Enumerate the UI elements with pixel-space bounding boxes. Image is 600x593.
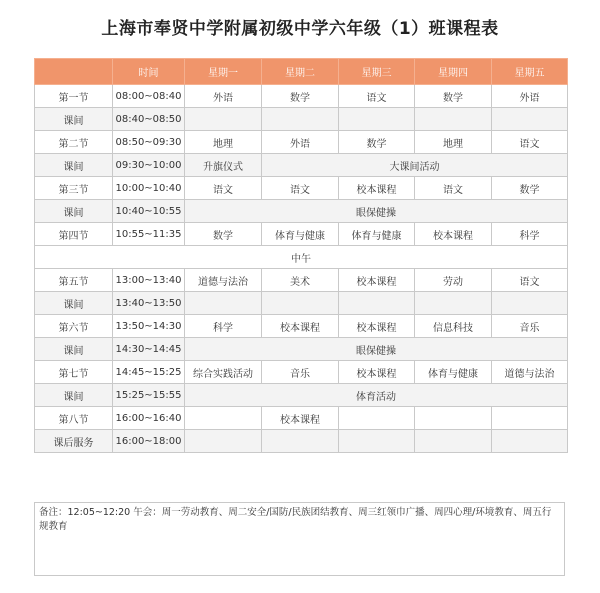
period-time: 13:00~13:40 [113, 269, 185, 292]
fri-cell [492, 430, 568, 453]
tue-cell: 语文 [262, 177, 339, 200]
merged-activity-cell: 眼保健操 [185, 200, 568, 223]
thu-cell: 信息科技 [415, 315, 492, 338]
wed-cell: 校本课程 [339, 315, 415, 338]
mon-cell [185, 108, 262, 131]
wed-cell [339, 108, 415, 131]
period-time: 16:00~18:00 [113, 430, 185, 453]
mon-cell: 地理 [185, 131, 262, 154]
table-row [35, 361, 568, 384]
header-row [35, 59, 568, 85]
thu-cell [415, 292, 492, 315]
period-time: 16:00~16:40 [113, 407, 185, 430]
mon-cell: 综合实践活动 [185, 361, 262, 384]
header-mon: 星期一 [185, 59, 262, 85]
table-row [35, 430, 568, 453]
wed-cell: 数学 [339, 131, 415, 154]
table-row [35, 269, 568, 292]
fri-cell [492, 407, 568, 430]
fri-cell: 外语 [492, 85, 568, 108]
mon-cell: 外语 [185, 85, 262, 108]
table-row [35, 223, 568, 246]
mon-cell: 升旗仪式 [185, 154, 262, 177]
fri-cell [492, 292, 568, 315]
period-time: 14:30~14:45 [113, 338, 185, 361]
table-row [35, 131, 568, 154]
period-time: 13:50~14:30 [113, 315, 185, 338]
wed-cell [339, 430, 415, 453]
wed-cell: 校本课程 [339, 177, 415, 200]
tue-cell: 美术 [262, 269, 339, 292]
table-row [35, 85, 568, 108]
lunch-cell: 中午 [35, 246, 568, 269]
table-row [35, 177, 568, 200]
schedule-table [34, 58, 568, 453]
wed-cell: 校本课程 [339, 361, 415, 384]
table-row [35, 315, 568, 338]
period-time: 13:40~13:50 [113, 292, 185, 315]
period-name: 课间 [35, 292, 113, 315]
thu-cell: 语文 [415, 177, 492, 200]
period-name: 第一节 [35, 85, 113, 108]
period-name: 课间 [35, 384, 113, 407]
fri-cell: 科学 [492, 223, 568, 246]
period-name: 第五节 [35, 269, 113, 292]
fri-cell: 数学 [492, 177, 568, 200]
mon-cell: 科学 [185, 315, 262, 338]
wed-cell [339, 407, 415, 430]
thu-cell: 校本课程 [415, 223, 492, 246]
page-title: 上海市奉贤中学附属初级中学六年级（1）班课程表 [101, 19, 499, 39]
tue-cell: 数学 [262, 85, 339, 108]
wed-cell: 校本课程 [339, 269, 415, 292]
tue-cell: 音乐 [262, 361, 339, 384]
period-name: 第六节 [35, 315, 113, 338]
period-time: 08:40~08:50 [113, 108, 185, 131]
table-row [35, 384, 568, 407]
period-name: 第三节 [35, 177, 113, 200]
thu-cell [415, 430, 492, 453]
header-fri: 星期五 [492, 59, 568, 85]
merged-activity-cell: 大课间活动 [262, 154, 568, 177]
thu-cell: 地理 [415, 131, 492, 154]
fri-cell: 道德与法治 [492, 361, 568, 384]
mon-cell: 语文 [185, 177, 262, 200]
period-time: 14:45~15:25 [113, 361, 185, 384]
header-tue: 星期二 [262, 59, 339, 85]
period-name: 课后服务 [35, 430, 113, 453]
period-time: 10:00~10:40 [113, 177, 185, 200]
thu-cell [415, 108, 492, 131]
mon-cell: 道德与法治 [185, 269, 262, 292]
table-row [35, 200, 568, 223]
period-name: 第二节 [35, 131, 113, 154]
tue-cell [262, 292, 339, 315]
merged-activity-cell: 眼保健操 [185, 338, 568, 361]
mon-cell [185, 292, 262, 315]
period-name: 第七节 [35, 361, 113, 384]
period-name: 课间 [35, 338, 113, 361]
table-row [35, 407, 568, 430]
fri-cell [492, 108, 568, 131]
thu-cell [415, 407, 492, 430]
table-row [35, 108, 568, 131]
thu-cell: 劳动 [415, 269, 492, 292]
table-row [35, 154, 568, 177]
header-wed: 星期三 [339, 59, 415, 85]
table-row [35, 338, 568, 361]
period-time: 08:50~09:30 [113, 131, 185, 154]
tue-cell: 体育与健康 [262, 223, 339, 246]
fri-cell: 语文 [492, 131, 568, 154]
thu-cell: 数学 [415, 85, 492, 108]
wed-cell [339, 292, 415, 315]
period-time: 10:55~11:35 [113, 223, 185, 246]
thu-cell: 体育与健康 [415, 361, 492, 384]
lunch-row [35, 246, 568, 269]
period-time: 08:00~08:40 [113, 85, 185, 108]
period-name: 课间 [35, 154, 113, 177]
header-thu: 星期四 [415, 59, 492, 85]
wed-cell: 体育与健康 [339, 223, 415, 246]
period-name: 课间 [35, 200, 113, 223]
tue-cell [262, 108, 339, 131]
period-time: 10:40~10:55 [113, 200, 185, 223]
notes-box: 备注：12:05~12:20 午会：周一劳动教育、周二安全/国防/民族团结教育、周三红领巾广播、周四心理/环境教育、周五行规教育 [34, 502, 565, 576]
wed-cell: 语文 [339, 85, 415, 108]
period-name: 第八节 [35, 407, 113, 430]
fri-cell: 语文 [492, 269, 568, 292]
mon-cell [185, 407, 262, 430]
period-time: 15:25~15:55 [113, 384, 185, 407]
tue-cell: 外语 [262, 131, 339, 154]
tue-cell: 校本课程 [262, 407, 339, 430]
mon-cell: 数学 [185, 223, 262, 246]
tue-cell [262, 430, 339, 453]
period-name: 课间 [35, 108, 113, 131]
header-time: 时间 [113, 59, 185, 85]
table-row [35, 292, 568, 315]
period-name: 第四节 [35, 223, 113, 246]
merged-activity-cell: 体育活动 [185, 384, 568, 407]
period-time: 09:30~10:00 [113, 154, 185, 177]
header-blank [35, 59, 113, 85]
fri-cell: 音乐 [492, 315, 568, 338]
mon-cell [185, 430, 262, 453]
tue-cell: 校本课程 [262, 315, 339, 338]
